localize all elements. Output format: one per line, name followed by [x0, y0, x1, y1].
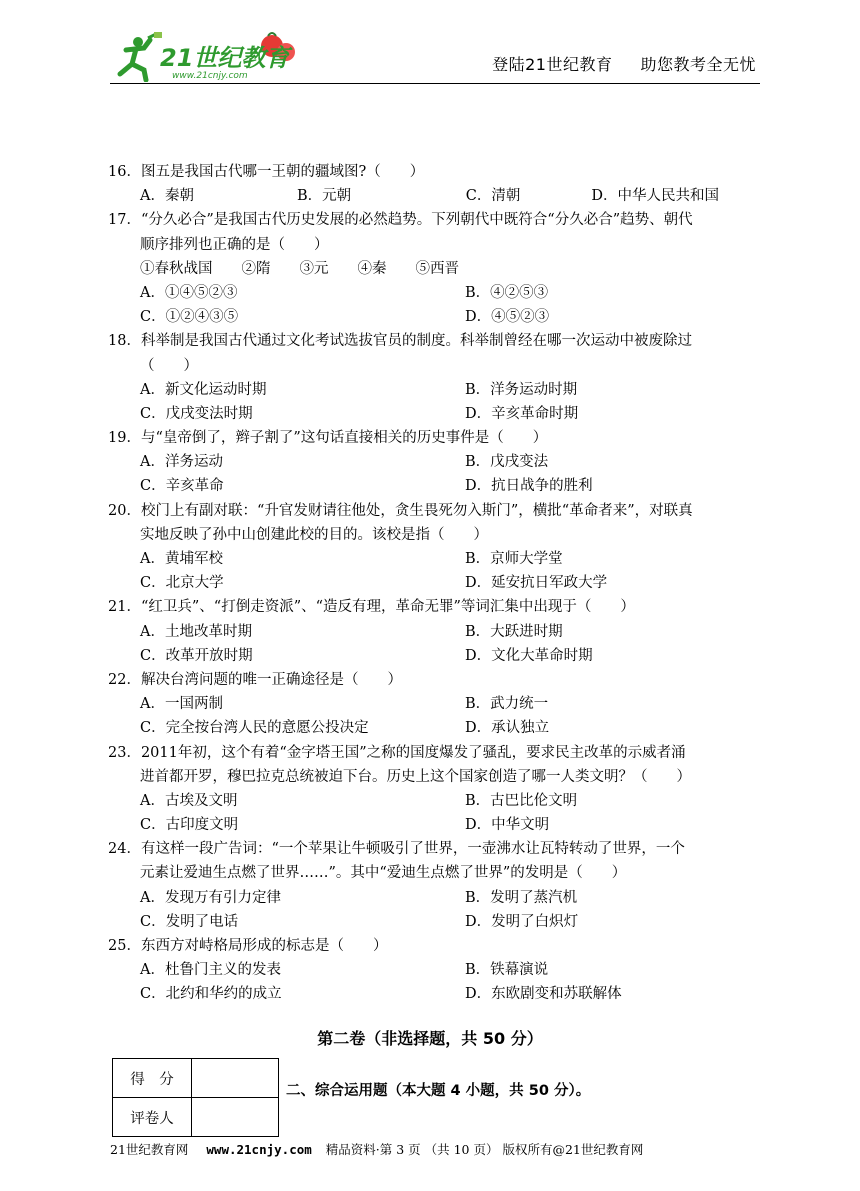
option-c[interactable]: C．辛亥革命 [140, 478, 224, 495]
option-a[interactable]: A．发现万有引力定律 [140, 889, 281, 906]
option-b[interactable]: B．洋务运动时期 [465, 381, 578, 398]
page-footer [110, 1140, 643, 1158]
question-text: 解决台湾问题的唯一正确途径是（ ） [140, 671, 402, 688]
question-text: 图五是我国古代哪一王朝的疆域图?（ ） [140, 164, 425, 180]
option-c[interactable]: C．北京大学 [140, 575, 224, 592]
option-a[interactable]: A．一国两制 [140, 696, 223, 713]
options-row [108, 305, 768, 329]
options-row [108, 692, 768, 716]
logo [110, 30, 310, 82]
option-b[interactable]: B．④②⑤③ [465, 284, 549, 301]
options-row [108, 644, 768, 668]
options-row [108, 378, 768, 402]
options-row [108, 402, 768, 426]
option-a[interactable]: A．秦朝 [140, 188, 194, 205]
option-d[interactable]: D．承认独立 [465, 720, 550, 737]
question-text: “红卫兵”、“打倒走资派”、“造反有理，革命无罪”等词汇集中出现于（ ） [140, 599, 635, 616]
question [108, 741, 768, 838]
logo-url: www.21cnjy.com [172, 71, 248, 81]
question-text: “分久必合”是我国古代历史发展的必然趋势。下列朝代中既符合“分久必合”趋势、朝代 [140, 212, 693, 229]
question-stem-line [108, 426, 768, 450]
option-c[interactable]: C．北约和华约的成立 [140, 986, 282, 1003]
question-stem-line [108, 668, 768, 692]
section-heading: 二、综合运用题（本大题 4 小题，共 50 分）。 [286, 1083, 591, 1099]
options-row [108, 910, 768, 934]
score-table [112, 1058, 279, 1137]
header-slogan [492, 52, 756, 75]
option-a[interactable]: A．土地改革时期 [140, 623, 252, 640]
question-number: 23． [108, 744, 141, 761]
question-number: 20． [108, 502, 141, 519]
question-stem-line [108, 354, 768, 378]
question-stem-line [108, 329, 768, 353]
option-d[interactable]: D．东欧剧变和苏联解体 [465, 986, 622, 1003]
options-row [108, 716, 768, 740]
option-b[interactable]: B．铁幕演说 [465, 962, 549, 979]
options-row [108, 789, 768, 813]
section-title: 第二卷（非选择题，共 50 分） [317, 1029, 543, 1048]
question-text: 进首都开罗，穆巴拉克总统被迫下台。历史上这个国家创造了哪一人类文明？（ ） [140, 768, 691, 785]
question-text: 有这样一段广告词：“一个苹果让牛顿吸引了世界，一壶沸水让瓦特转动了世界，一个 [140, 841, 685, 858]
options-row [108, 886, 768, 910]
question-stem-line [108, 160, 768, 184]
header-divider [110, 83, 760, 84]
question-number: 22． [108, 671, 141, 688]
question [108, 837, 768, 934]
question-number: 16． [108, 164, 141, 180]
options-row [108, 184, 768, 208]
question-number: 17． [108, 212, 141, 229]
question-list [108, 160, 768, 1007]
option-a[interactable]: A．①④⑤②③ [140, 284, 238, 301]
option-d[interactable]: D．辛亥革命时期 [465, 405, 579, 422]
options-row [108, 450, 768, 474]
options-row [108, 958, 768, 982]
question-stem-line [108, 523, 768, 547]
question [108, 160, 768, 208]
question-stem-line [108, 765, 768, 789]
question-stem-line [108, 861, 768, 885]
question-number: 25． [108, 938, 141, 954]
question-stem-line [108, 208, 768, 232]
question-text: 科举制是我国古代通过文化考试选拔官员的制度。科举制曾经在哪一次运动中被废除过 [140, 333, 692, 350]
options-row [108, 571, 768, 595]
option-b[interactable]: B．古巴比伦文明 [465, 792, 578, 809]
footer-site-link[interactable]: www.21cnjy.com [206, 1142, 312, 1157]
option-a[interactable]: A．新文化运动时期 [140, 381, 267, 398]
running-man-icon [120, 32, 162, 80]
option-d[interactable]: D．发明了白炽灯 [465, 913, 579, 930]
options-row [108, 281, 768, 305]
question-text: 元素让爱迪生点燃了世界……”。其中“爱迪生点燃了世界”的发明是（ ） [140, 865, 627, 882]
option-d[interactable]: D．中华文明 [465, 817, 550, 834]
grader-box[interactable] [192, 1098, 279, 1137]
question [108, 499, 768, 596]
slogan-1: 登陆21世纪教育 [492, 55, 613, 74]
question-text: 2011年初，这个有着“金字塔王国”之称的国度爆发了骚乱，要求民主改革的示威者涌 [140, 744, 686, 761]
question-stem-line [108, 934, 768, 958]
question [108, 329, 768, 426]
question-stem-line [108, 741, 768, 765]
option-b[interactable]: B．大跃进时期 [465, 623, 563, 640]
question-number: 18． [108, 333, 141, 350]
option-d[interactable]: D．④⑤②③ [465, 309, 550, 326]
slogan-2: 助您教考全无忧 [640, 55, 756, 74]
options-row [108, 547, 768, 571]
option-d[interactable]: D．中华人民共和国 [591, 188, 719, 205]
question-stem-line [108, 499, 768, 523]
footer-right: 精品资料·第 3 页 （共 10 页） 版权所有@21世纪教育网 [325, 1142, 644, 1157]
option-d[interactable]: D．文化大革命时期 [465, 647, 593, 664]
question [108, 934, 768, 1007]
question-text: 校门上有副对联：“升官发财请往他处，贪生畏死勿入斯门”，横批“革命者来”，对联真 [140, 502, 693, 519]
options-row [108, 982, 768, 1006]
option-c[interactable]: C．①②④③⑤ [140, 309, 239, 326]
option-a[interactable]: A．杜鲁门主义的发表 [140, 962, 281, 979]
option-c[interactable]: C．清朝 [465, 188, 521, 205]
question [108, 668, 768, 741]
question-extra: ①春秋战国 ②隋 ③元 ④秦 ⑤西晋 [140, 260, 459, 277]
question-text: 顺序排列也正确的是（ ） [140, 236, 329, 253]
option-b[interactable]: B．发明了蒸汽机 [465, 889, 578, 906]
option-b[interactable]: B．戊戌变法 [465, 454, 549, 471]
question-stem-line [108, 837, 768, 861]
score-label: 得 分 [113, 1059, 192, 1098]
question-number: 24． [108, 841, 141, 858]
question [108, 595, 768, 668]
question [108, 208, 768, 329]
score-box[interactable] [192, 1059, 279, 1098]
question-number: 19． [108, 430, 141, 447]
option-c[interactable]: C．发明了电话 [140, 913, 239, 930]
option-c[interactable]: C．古印度文明 [140, 817, 239, 834]
option-c[interactable]: C．完全按台湾人民的意愿公投决定 [140, 720, 369, 737]
options-row [108, 620, 768, 644]
question-text: 实地反映了孙中山创建此校的目的。该校是指（ ） [140, 526, 488, 543]
question-text: 东西方对峙格局形成的标志是（ ） [140, 938, 388, 954]
question-text: （ ） [140, 357, 198, 374]
option-b[interactable]: B．武力统一 [465, 696, 549, 713]
question-text: 与“皇帝倒了，辫子割了”这句话直接相关的历史事件是（ ） [140, 430, 548, 447]
option-a[interactable]: A．黄埔军校 [140, 551, 223, 567]
question-stem-line [108, 233, 768, 257]
option-b[interactable]: B．元朝 [297, 188, 352, 205]
options-row [108, 474, 768, 498]
grader-label: 评卷人 [113, 1098, 192, 1137]
option-d[interactable]: D．延安抗日军政大学 [465, 575, 608, 592]
footer-left: 21世纪教育网 [110, 1142, 189, 1157]
page-header [110, 30, 760, 82]
option-a[interactable]: A．洋务运动 [140, 454, 223, 471]
question [108, 426, 768, 499]
question-stem-line [108, 595, 768, 619]
question-number: 21． [108, 599, 141, 616]
logo-text: 21世纪教育 [160, 44, 290, 72]
option-b[interactable]: B．京师大学堂 [465, 551, 563, 567]
option-c[interactable]: C．改革开放时期 [140, 647, 253, 664]
option-c[interactable]: C．戊戌变法时期 [140, 405, 253, 422]
options-row [108, 813, 768, 837]
option-d[interactable]: D．抗日战争的胜利 [465, 478, 593, 495]
option-a[interactable]: A．古埃及文明 [140, 792, 238, 809]
